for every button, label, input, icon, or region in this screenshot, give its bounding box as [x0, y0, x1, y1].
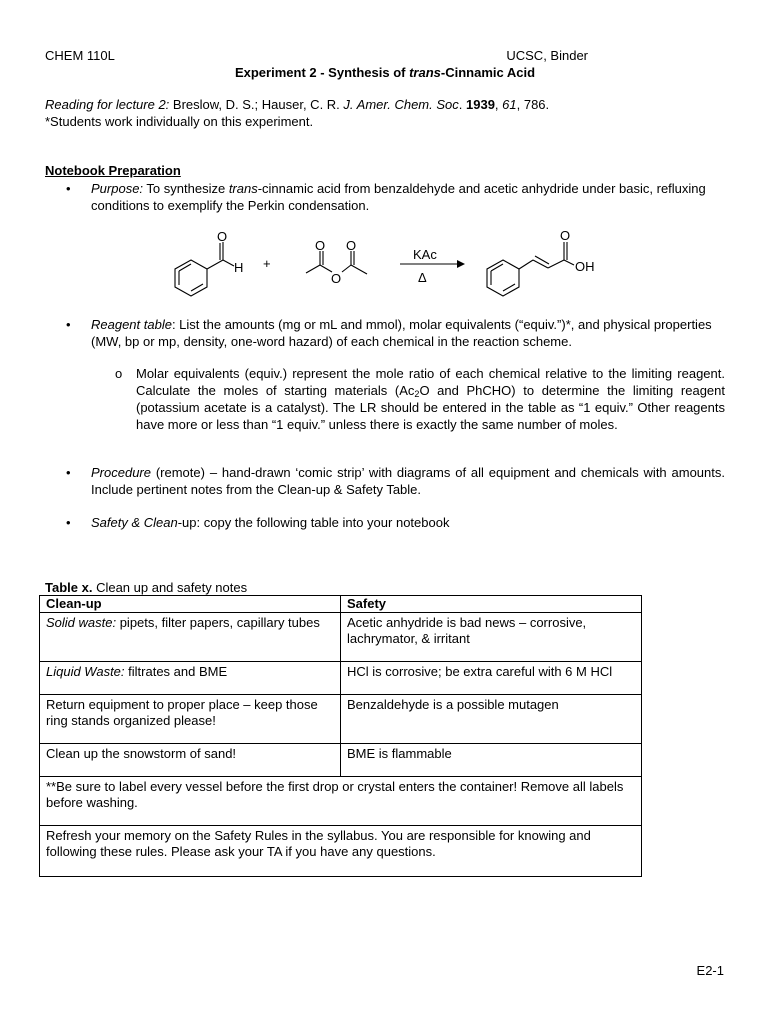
- table-row: [40, 777, 642, 826]
- page-title: Experiment 2 - Synthesis of trans-Cinnamic Acid: [234, 65, 536, 80]
- catalyst-label: KAc: [413, 247, 437, 262]
- table-cell: HCl is corrosive; be extra careful with 6 M HCl: [341, 662, 642, 695]
- individual-note: *Students work individually on this experiment.: [45, 114, 314, 129]
- table-cell: Solid waste: pipets, filter papers, capillary tubes: [40, 613, 341, 662]
- anhydride-oxygen-1: O: [315, 238, 326, 253]
- course-code: CHEM 110L: [45, 48, 115, 63]
- table-cell: Benzaldehyde is a possible mutagen: [341, 695, 642, 744]
- aldehyde-oxygen: O: [217, 229, 228, 244]
- product-hydroxyl: OH: [575, 259, 595, 274]
- bullet-marker: •: [66, 515, 71, 530]
- table-cell: Liquid Waste: filtrates and BME: [40, 662, 341, 695]
- institution: UCSC, Binder: [506, 48, 588, 63]
- table-row: [40, 613, 642, 662]
- table-cell: Return equipment to proper place – keep those ring stands organized please!: [40, 695, 341, 744]
- anhydride-oxygen-3: O: [331, 271, 342, 286]
- product-oxygen: O: [560, 228, 571, 243]
- cleanup-safety-table: [39, 595, 642, 877]
- reagent-table-text: Reagent table: List the amounts (mg or mL and mmol), molar equivalents (“equiv.”)*, and physical properties (MW, bp or mp, density, one-word hazard) of each chemical in the reaction scheme.: [91, 317, 712, 349]
- table-row: [40, 662, 642, 695]
- sub-bullet-marker: o: [115, 366, 123, 381]
- reading-reference: Reading for lecture 2: Breslow, D. S.; Hauser, C. R. J. Amer. Chem. Soc. 1939, 61, 786.: [45, 97, 550, 112]
- table-cell: Refresh your memory on the Safety Rules in the syllabus. You are responsible for knowing and following these rules. Please ask your TA if you have any questions.: [40, 826, 642, 877]
- table-header-row: [40, 596, 642, 613]
- section-title: Notebook Preparation: [45, 163, 181, 178]
- page-number: E2-1: [696, 963, 724, 978]
- bullet-marker: •: [66, 317, 71, 332]
- safety-instruction: Safety & Clean-up: copy the following table into your notebook: [91, 515, 450, 530]
- plus-sign: +: [263, 256, 271, 271]
- procedure-text: Procedure (remote) – hand-drawn ‘comic strip’ with diagrams of all equipment and chemicals with amounts. Include pertinent notes from the Clean-up & Safety Table.: [91, 465, 725, 497]
- table-cell: **Be sure to label every vessel before the first drop or crystal enters the container! Remove all labels before washing.: [40, 777, 642, 826]
- purpose-text: Purpose: To synthesize trans-cinnamic acid from benzaldehyde and acetic anhydride under basic, refluxing conditions to exemplify the Perkin condensation.: [91, 181, 706, 213]
- arrow-head: [457, 260, 465, 268]
- table-caption: Table x. Clean up and safety notes: [45, 580, 248, 595]
- header-safety: Safety: [341, 596, 642, 613]
- table-row: [40, 826, 642, 877]
- header-cleanup: Clean-up: [40, 596, 341, 613]
- anhydride-oxygen-2: O: [346, 238, 357, 253]
- molar-equivalents-text: Molar equivalents (equiv.) represent the mole ratio of each chemical relative to the limiting reagent. Calculate the moles of starting materials ($Ac_2O$ and PhCHO) to determine the limiting reagent (potassium acetate is a catalyst). The LR should be entered in the table as “1 equiv.” Other reagents have more or less than “1 equiv.” unless there is exactly the same number of moles.: [136, 366, 726, 432]
- table-cell: BME is flammable: [341, 744, 642, 777]
- table-row: [40, 695, 642, 744]
- heat-label: Δ: [418, 270, 427, 285]
- table-cell: Acetic anhydride is bad news – corrosive, lachrymator, & irritant: [341, 613, 642, 662]
- reaction-scheme: [160, 226, 620, 302]
- table-row: [40, 744, 642, 777]
- aldehyde-hydrogen: H: [234, 260, 244, 275]
- table-cell: Clean up the snowstorm of sand!: [40, 744, 341, 777]
- bullet-marker: •: [66, 465, 71, 480]
- bullet-marker: •: [66, 181, 71, 196]
